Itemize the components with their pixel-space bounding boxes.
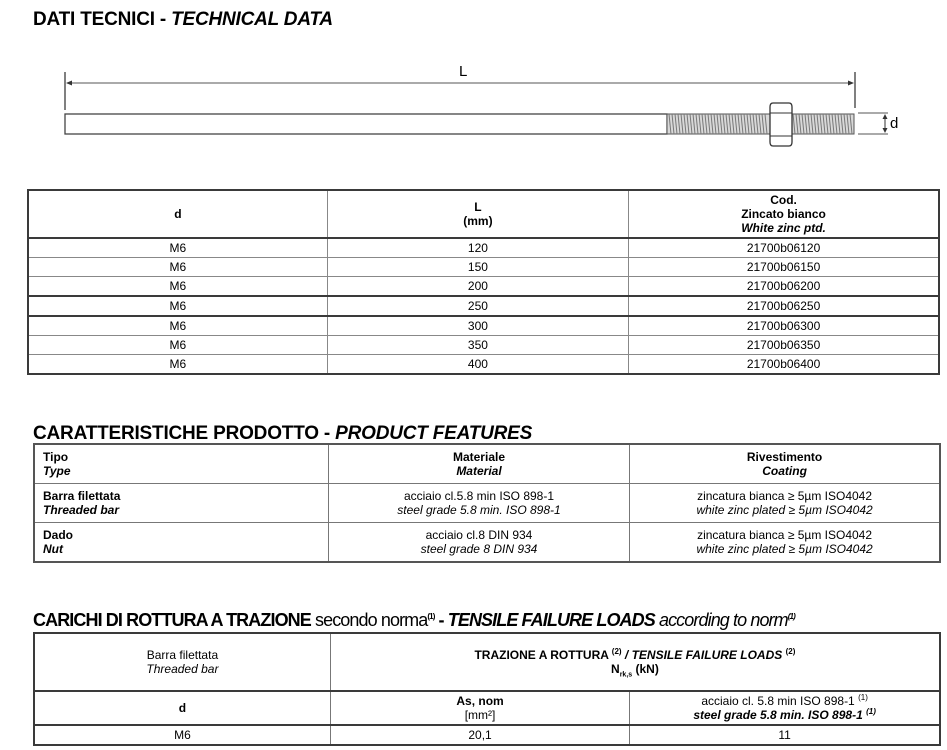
unit: (kN) (632, 662, 659, 676)
cell-material (328, 484, 629, 523)
header-right-line2 (331, 662, 939, 679)
cell-d: M6 (28, 277, 327, 297)
footnote-ref: (2) (785, 647, 796, 656)
header-left-it: Barra filettata (146, 648, 219, 662)
table-row (28, 258, 939, 277)
table-row (28, 296, 939, 316)
table-row (34, 523, 940, 563)
table-row (28, 277, 939, 297)
header-type-it: Tipo (43, 450, 69, 464)
title-it: DATI TECNICI - (33, 9, 172, 30)
nut-icon (770, 103, 792, 146)
type-it: Dado (43, 528, 73, 542)
table-header-row (34, 633, 940, 691)
header-left-en: Threaded bar (146, 662, 219, 676)
type-en: Nut (43, 542, 63, 556)
as-nom-unit: [mm²] (464, 708, 496, 722)
type-it: Barra filettata (43, 489, 121, 503)
table-header-row (34, 444, 940, 484)
coating-it: zincatura bianca ≥ 5µm ISO4042 (697, 489, 873, 503)
tensile-loads-title (33, 610, 795, 631)
tensile-loads-table (33, 632, 941, 746)
header-material (328, 444, 629, 484)
material-en: steel grade 5.8 min. ISO 898-1 (397, 503, 561, 517)
header-length-unit: (mm) (463, 214, 493, 228)
footnote-ref: (1) (787, 612, 795, 621)
subheader-steel-grade (630, 691, 940, 725)
technical-data-table (27, 189, 940, 375)
coating-it: zincatura bianca ≥ 5µm ISO4042 (697, 528, 873, 542)
thread-section (667, 114, 854, 134)
symbol-subscript: rk,s (619, 671, 633, 679)
steel-grade-en (630, 708, 939, 722)
header-type-en: Type (43, 464, 71, 478)
cell-type (34, 484, 328, 523)
material-it: acciaio cl.5.8 min ISO 898-1 (403, 489, 555, 503)
cell-length: 250 (327, 296, 628, 316)
cell-code: 21700b06250 (629, 296, 939, 316)
title-separator: - (434, 610, 448, 630)
header-tensile-failure-loads (330, 633, 940, 691)
threaded-bar-diagram (0, 55, 947, 165)
header-right-line1 (331, 648, 939, 662)
diameter-label: d (890, 115, 899, 132)
table-row (28, 238, 939, 258)
header-code (629, 190, 939, 238)
header-code-label: Cod. (770, 193, 797, 207)
title-en-normal: according to norm (654, 610, 788, 630)
cell-d: M6 (28, 258, 327, 277)
header-right-it: TRAZIONE A ROTTURA (474, 648, 612, 662)
cell-code: 21700b06150 (629, 258, 939, 277)
subheader-as-nom (330, 691, 629, 725)
cell-d: M6 (28, 355, 327, 375)
title-it: CARATTERISTICHE PRODOTTO - (33, 423, 336, 444)
header-type (34, 444, 328, 484)
header-coating (630, 444, 940, 484)
header-code-finish-en: White zinc ptd. (741, 221, 826, 235)
cell-length: 150 (327, 258, 628, 277)
steel-grade-it (630, 694, 939, 708)
table-row (28, 316, 939, 336)
material-en: steel grade 8 DIN 934 (420, 542, 538, 556)
header-length-label: L (474, 200, 482, 214)
footnote-ref: (1) (427, 612, 435, 621)
cell-d: M6 (28, 316, 327, 336)
cell-code: 21700b06120 (629, 238, 939, 258)
as-nom-label: As, nom (456, 694, 504, 708)
table-row (28, 355, 939, 375)
header-material-it: Materiale (452, 450, 505, 464)
length-label: L (459, 63, 468, 80)
cell-d: M6 (34, 725, 330, 745)
material-it: acciaio cl.8 DIN 934 (425, 528, 533, 542)
cell-d: M6 (28, 296, 327, 316)
steel-grade-en-text: steel grade 5.8 min. ISO 898-1 (693, 708, 867, 722)
header-length (327, 190, 628, 238)
footnote-ref: (1) (866, 707, 876, 716)
header-threaded-bar (34, 633, 330, 691)
title-it-bold: CARICHI DI ROTTURA A TRAZIONE (33, 610, 311, 630)
title-en-bold: TENSILE FAILURE LOADS (447, 610, 655, 630)
type-en: Threaded bar (43, 503, 120, 517)
cell-d: M6 (28, 336, 327, 355)
coating-en: white zinc plated ≥ 5µm ISO4042 (696, 542, 873, 556)
cell-nrks: 11 (630, 725, 940, 745)
subheader-d: d (34, 691, 330, 725)
cell-as-nom: 20,1 (330, 725, 629, 745)
cell-d: M6 (28, 238, 327, 258)
coating-en: white zinc plated ≥ 5µm ISO4042 (696, 503, 873, 517)
cell-coating (630, 523, 940, 563)
symbol: N (611, 662, 620, 676)
table-row (28, 336, 939, 355)
title-en: TECHNICAL DATA (171, 9, 333, 30)
technical-data-title (33, 9, 333, 31)
table-row (34, 484, 940, 523)
cell-length: 120 (327, 238, 628, 258)
cell-length: 400 (327, 355, 628, 375)
cell-material (328, 523, 629, 563)
footnote-ref: (1) (858, 693, 868, 702)
header-d: d (28, 190, 327, 238)
header-code-finish-it: Zincato bianco (741, 207, 826, 221)
table-row (34, 725, 940, 745)
title-en: PRODUCT FEATURES (335, 423, 533, 444)
cell-code: 21700b06300 (629, 316, 939, 336)
product-features-title (33, 423, 532, 445)
product-features-table (33, 443, 941, 563)
header-right-sep: / (621, 648, 632, 662)
cell-length: 300 (327, 316, 628, 336)
header-coating-it: Rivestimento (746, 450, 823, 464)
header-coating-en: Coating (762, 464, 807, 478)
table-header-row (28, 190, 939, 238)
cell-type (34, 523, 328, 563)
cell-length: 350 (327, 336, 628, 355)
table-subheader-row (34, 691, 940, 725)
footnote-ref: (2) (611, 647, 622, 656)
cell-length: 200 (327, 277, 628, 297)
cell-code: 21700b06350 (629, 336, 939, 355)
cell-code: 21700b06200 (629, 277, 939, 297)
header-right-en: TENSILE FAILURE LOADS (631, 648, 786, 662)
title-it-normal: secondo norma (310, 610, 428, 630)
cell-coating (630, 484, 940, 523)
header-material-en: Material (456, 464, 502, 478)
steel-grade-it-text: acciaio cl. 5.8 min ISO 898-1 (701, 694, 859, 708)
cell-code: 21700b06400 (629, 355, 939, 375)
